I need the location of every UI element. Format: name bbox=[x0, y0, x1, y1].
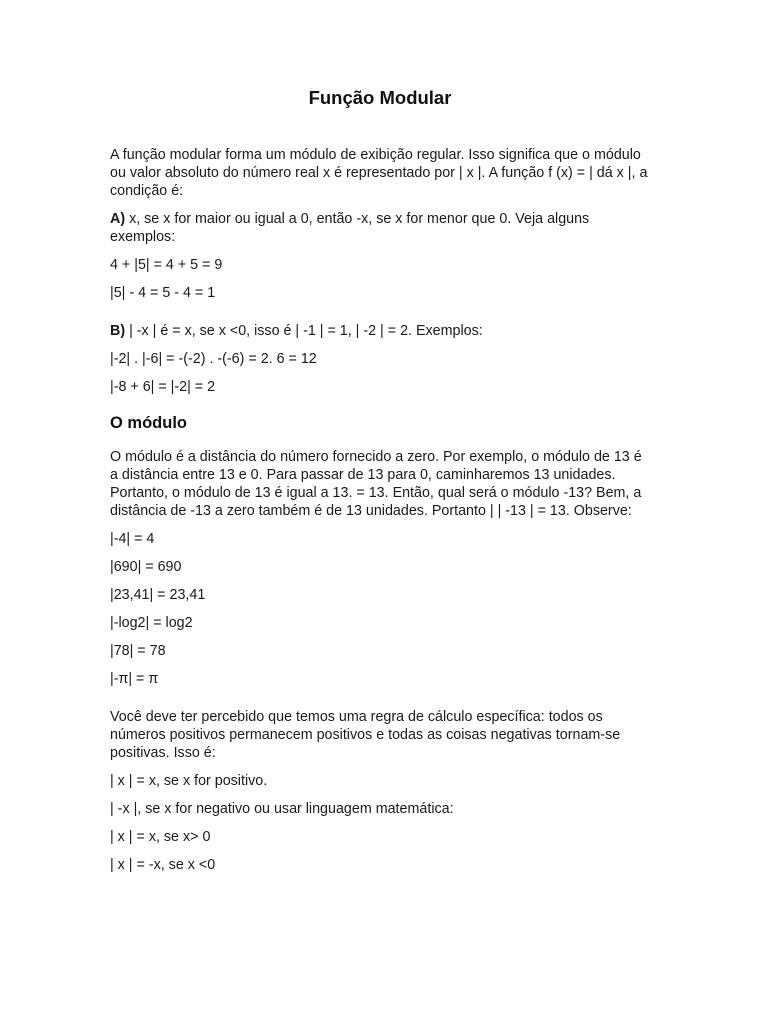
rule-3: | x | = x, se x> 0 bbox=[110, 829, 211, 845]
case-a-text: x, se x for maior ou igual a 0, então -x, se x for menor que 0. Veja alguns exemplos: bbox=[110, 211, 590, 245]
page-title: Função Modular bbox=[308, 87, 452, 108]
case-a-label: A) bbox=[110, 211, 126, 227]
module-example-5: |78| = 78 bbox=[110, 643, 166, 659]
example-a-2: |5| - 4 = 5 - 4 = 1 bbox=[110, 285, 216, 301]
example-a-1: 4 + |5| = 4 + 5 = 9 bbox=[110, 257, 223, 273]
example-b-2: |-8 + 6| = |-2| = 2 bbox=[110, 379, 216, 395]
module-example-4: |-log2| = log2 bbox=[110, 615, 193, 631]
example-b-1: |-2| . |-6| = -(-2) . -(-6) = 2. 6 = 12 bbox=[110, 351, 317, 367]
module-example-1: |-4| = 4 bbox=[110, 531, 155, 547]
module-example-6: |-π| = π bbox=[110, 671, 159, 687]
module-example-3: |23,41| = 23,41 bbox=[110, 587, 206, 603]
rule-1: | x | = x, se x for positivo. bbox=[110, 773, 268, 789]
case-b-paragraph bbox=[110, 322, 650, 340]
module-example-2: |690| = 690 bbox=[110, 559, 182, 575]
rule-4: | x | = -x, se x <0 bbox=[110, 857, 216, 873]
rule-2: | -x |, se x for negativo ou usar linguagem matemática: bbox=[110, 801, 454, 817]
document-body bbox=[110, 86, 650, 884]
section-paragraph: O módulo é a distância do número fornecido a zero. Por exemplo, o módulo de 13 é a distância entre 13 e 0. Para passar de 13 para 0, caminharemos 13 unidades. Portanto, o módulo de 13 é igual a 13. = 13. Então, qual será o módulo -13? Bem, a distância de -13 a zero também é de 13 unidades. Portanto | | -13 | = 13. Observe: bbox=[110, 449, 642, 519]
case-a-paragraph bbox=[110, 210, 650, 246]
section-heading: O módulo bbox=[110, 414, 187, 432]
intro-paragraph: A função modular forma um módulo de exibição regular. Isso significa que o módulo ou valor absoluto do número real x é representado por | x |. A função f (x) = | dá x |, a condição é: bbox=[110, 147, 648, 199]
case-b-text: | -x | é = x, se x <0, isso é | -1 | = 1, | -2 | = 2. Exemplos: bbox=[125, 323, 483, 339]
rule-paragraph: Você deve ter percebido que temos uma regra de cálculo específica: todos os números positivos permanecem positivos e todas as coisas negativas tornam-se positivas. Isso é: bbox=[110, 709, 621, 761]
case-b-label: B) bbox=[110, 323, 126, 339]
